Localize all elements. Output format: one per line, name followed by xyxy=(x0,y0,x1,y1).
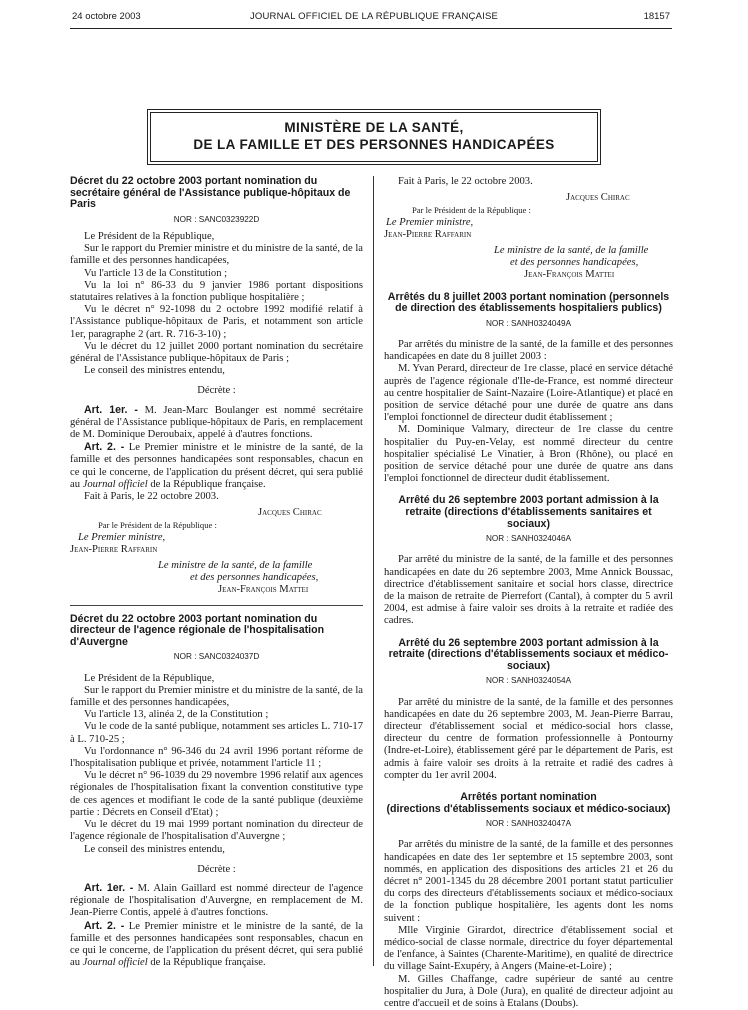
arrete4-title-line2: (directions d'établissements sociaux et médico-sociaux) xyxy=(386,802,671,815)
arrete2-para: Par arrêté du ministre de la santé, de la famille et des personnes handicapées en date du 26 septembre 2003, Mme Annick Boussac, directrice d'établissement sanitaire et social hors classe, directrice de la maison de retraite de Pierrefort (Cantal), à compter du 5 avril 2004, est admise à faire valoir ses droits à la retraite et radiée des cadres. xyxy=(384,554,673,627)
ministry-box xyxy=(150,112,598,162)
article-text: M. Jean-Marc Boulanger est nommé secrétaire général de l'Assistance publique-hôpitaux de Paris, en remplacement de M. Dominique Deroubaix, appelé à d'autres fonctions. xyxy=(70,404,363,441)
arrete4-nor: NOR : SANH0324047A xyxy=(485,819,572,829)
page-header xyxy=(0,9,748,29)
arrete3-title: Arrêté du 26 septembre 2003 portant admission à la retraite (directions d'établissements sociaux et médico-sociaux) xyxy=(388,636,669,672)
arrete2-nor: NOR : SANH0324046A xyxy=(485,534,572,544)
pm-name: Jean-Pierre Raffarin xyxy=(384,228,472,240)
decree1-para: Sur le rapport du Premier ministre et du ministre de la santé, de la famille et des personnes handicapées, xyxy=(70,243,363,267)
minister-name: Jean-François Mattei xyxy=(218,584,309,596)
decree2-article1 xyxy=(70,882,363,920)
arrete1-para: M. Dominique Valmary, directeur de 1re classe du centre hospitalier du Puy-en-Velay, est nommé directeur du centre hospitalier spécialisé Le Vinatier, à Bron (Rhône), ou placé en position de service détaché pour une durée de quatre ans dans l'emploi fonctionnel de directeur dudit établissement. xyxy=(384,424,673,485)
article-label: Art. 2. - xyxy=(84,919,125,932)
minister-title: et des personnes handicapées, xyxy=(510,257,639,269)
par-president: Par le Président de la République : xyxy=(98,520,217,531)
pm-title: Le Premier ministre, xyxy=(78,531,166,543)
arrete4-para: Mlle Virginie Girardot, directrice d'établissement social et médico-social de classe normale, directrice du foyer départemental de l'enfance, à Saintes (Charente-Maritime), en qualité de directrice du village Saint-Exupéry, à Angers (Maine-et-Loire) ; xyxy=(384,924,673,973)
arrete1-para: M. Yvan Perard, directeur de 1re classe, placé en service détaché auprès de l'agence régionale d'Ile-de-France, est nommé directeur au centre hospitalier de Saint-Nazaire (Loire-Atlantique) et placé en position de service détaché pour une durée de quatre ans dans l'emploi fonctionnel de directeur dudit établissement ; xyxy=(384,363,673,424)
arrete3-para: Par arrêté du ministre de la santé, de la famille et des personnes handicapées en date du 26 septembre 2003, M. Jean-Pierre Barrau, directeur d'établissement social et médico-social hors classe, directeur du centre de formation professionnelle à Pontourny (Indre-et-Loire), établissement géré par le département de Paris, est admis à faire valoir ses droits à la retraite et radié des cadres à compter du 1er avril 2004. xyxy=(384,696,673,781)
article-text: M. Alain Gaillard est nommé directeur de l'agence régionale de l'hospitalisation d'Auvergne, en remplacement de M. Jean-Pierre Contis, appelé à d'autres fonctions. xyxy=(70,882,363,919)
column-divider xyxy=(373,176,374,966)
arrete4-para: M. Gilles Chaffange, cadre supérieur de santé au centre hospitalier du Jura, à Dole (Jura), en qualité de directeur adjoint au centre d'accueil et de soins à Etalans (Doubs). xyxy=(384,973,673,1010)
decree1-para: Le Président de la République, xyxy=(84,230,215,242)
decree1-title: Décret du 22 octobre 2003 portant nomination du secrétaire général de l'Assistance publique-hôpitaux de Paris xyxy=(70,175,351,211)
signature-president: Jacques Chirac xyxy=(566,192,630,204)
right-column xyxy=(384,176,673,1010)
decree1-nor: NOR : SANC0323922D xyxy=(173,214,260,224)
decree2-fait: Fait à Paris, le 22 octobre 2003. xyxy=(398,176,533,187)
decree1-para: Vu le décret du 12 juillet 2000 portant nomination du secrétaire général de l'Assistance publique-hôpitaux de Paris ; xyxy=(70,340,363,365)
ministry-title-line2: DE LA FAMILLE ET DES PERSONNES HANDICAPÉES xyxy=(193,137,555,152)
header-page-number: 18157 xyxy=(643,11,670,22)
decree2-para: Vu le décret du 19 mai 1999 portant nomination du directeur de l'agence régionale de l'hospitalisation d'Auvergne ; xyxy=(70,819,363,843)
minister-name: Jean-François Mattei xyxy=(524,269,615,281)
decree2-para: Vu le code de la santé publique, notamment ses articles L. 710-17 à L. 710-25 ; xyxy=(70,721,363,745)
decree2-para: Sur le rapport du Premier ministre et du ministre de la santé, de la famille et des personnes handicapées, xyxy=(70,684,363,709)
arrete4-title-line1: Arrêtés portant nomination xyxy=(460,791,597,804)
decree2-article2 xyxy=(70,920,363,970)
article-label: Art. 1er. - xyxy=(84,403,138,416)
arrete1-title: Arrêtés du 8 juillet 2003 portant nomination (personnels de direction des établissements hospitaliers publics) xyxy=(387,290,670,315)
header-journal-title: JOURNAL OFFICIEL DE LA RÉPUBLIQUE FRANÇAISE xyxy=(249,11,499,22)
article-label: Art. 1er. - xyxy=(84,881,134,894)
decree2-para: Vu l'article 13, alinéa 2, de la Constitution ; xyxy=(84,709,269,721)
ministry-title-line1: MINISTÈRE DE LA SANTÉ, xyxy=(284,120,464,135)
decree2-decrete: Décrète : xyxy=(197,863,236,875)
decree2-title: Décret du 22 octobre 2003 portant nomination du directeur de l'agence régionale de l'hospitalisation d'Auvergne xyxy=(70,612,325,648)
arrete3-nor: NOR : SANH0324054A xyxy=(485,676,572,686)
decree1-fait: Fait à Paris, le 22 octobre 2003. xyxy=(84,491,219,503)
arrete2-title: Arrêté du 26 septembre 2003 portant admission à la retraite (directions d'établissements sanitaires et sociaux) xyxy=(398,494,659,530)
pm-title: Le Premier ministre, xyxy=(386,216,474,228)
decree2-para: Vu le décret n° 96-1039 du 29 novembre 1996 relatif aux agences régionales de l'hospitalisation fixant la convention constitutive type de ces agences et modifiant le code de la santé publique (deuxième partie : Décrets en Conseil d'Etat) ; xyxy=(70,770,363,818)
minister-title: et des personnes handicapées, xyxy=(190,572,319,584)
pm-name: Jean-Pierre Raffarin xyxy=(70,543,158,555)
minister-title: Le ministre de la santé, de la famille xyxy=(158,560,313,572)
decree1-article1 xyxy=(70,404,363,442)
article-text: Le Premier ministre et le ministre de la santé, de la famille et des personnes handicapées sont responsables, chacun en ce qui le concerne, de l'application du présent décret, qui sera publié au xyxy=(70,442,363,490)
decree1-article2 xyxy=(70,441,363,491)
section-separator xyxy=(70,605,363,606)
article-label: Art. 2. - xyxy=(84,441,125,454)
article-text: de la République française. xyxy=(147,957,266,969)
decree2-para: Le conseil des ministres entendu, xyxy=(84,843,225,855)
par-president: Par le Président de la République : xyxy=(412,205,531,216)
signature-president: Jacques Chirac xyxy=(258,507,322,519)
journal-officiel-text: Journal officiel xyxy=(82,478,148,490)
header-date: 24 octobre 2003 xyxy=(72,11,141,22)
decree2-para: Vu l'ordonnance n° 96-346 du 24 avril 1996 portant réforme de l'hospitalisation publique et privée, notamment l'article 11 ; xyxy=(70,745,363,770)
decree1-para: Vu le décret n° 92-1098 du 2 octobre 1992 modifié relatif à l'Assistance publique-hôpitaux de Paris, et notamment son article 1er, paragraphe 2 (art. R. 716-3-10) ; xyxy=(70,304,363,340)
decree2-nor: NOR : SANC0324037D xyxy=(173,652,260,662)
header-rule xyxy=(70,28,672,29)
left-column xyxy=(70,176,363,969)
minister-title: Le ministre de la santé, de la famille xyxy=(494,245,649,257)
decree1-para: Vu la loi n° 86-33 du 9 janvier 1986 portant dispositions statutaires relatives à la fonction publique hospitalière ; xyxy=(70,279,363,303)
journal-officiel-text: Journal officiel xyxy=(82,957,148,969)
arrete4-para: Par arrêtés du ministre de la santé, de la famille et des personnes handicapées en date des 1er septembre et 15 septembre 2003, sont nommés, en application des dispositions des articles 21 et 26 du décret n° 2001-1345 du 28 décembre 2001 portant statut particulier du corps des directeurs d'établissements sociaux et médico-sociaux de la fonction publique hospitalière, les agents dont les noms suivent : xyxy=(384,839,673,924)
decree2-para: Le Président de la République, xyxy=(84,672,215,684)
decree1-para: Vu l'article 13 de la Constitution ; xyxy=(84,267,228,279)
decree1-para: Le conseil des ministres entendu, xyxy=(84,365,225,377)
decree1-decrete: Décrète : xyxy=(197,385,236,397)
arrete1-para: Par arrêtés du ministre de la santé, de la famille et des personnes handicapées en date du 8 juillet 2003 : xyxy=(384,339,673,363)
arrete1-nor: NOR : SANH0324049A xyxy=(485,318,572,328)
article-text: de la République française. xyxy=(147,478,266,490)
article-text: Le Premier ministre et le ministre de la santé, de la famille et des personnes handicapées sont responsables, chacun en ce qui le concerne, de l'application du présent décret, qui sera publié au xyxy=(70,920,363,969)
